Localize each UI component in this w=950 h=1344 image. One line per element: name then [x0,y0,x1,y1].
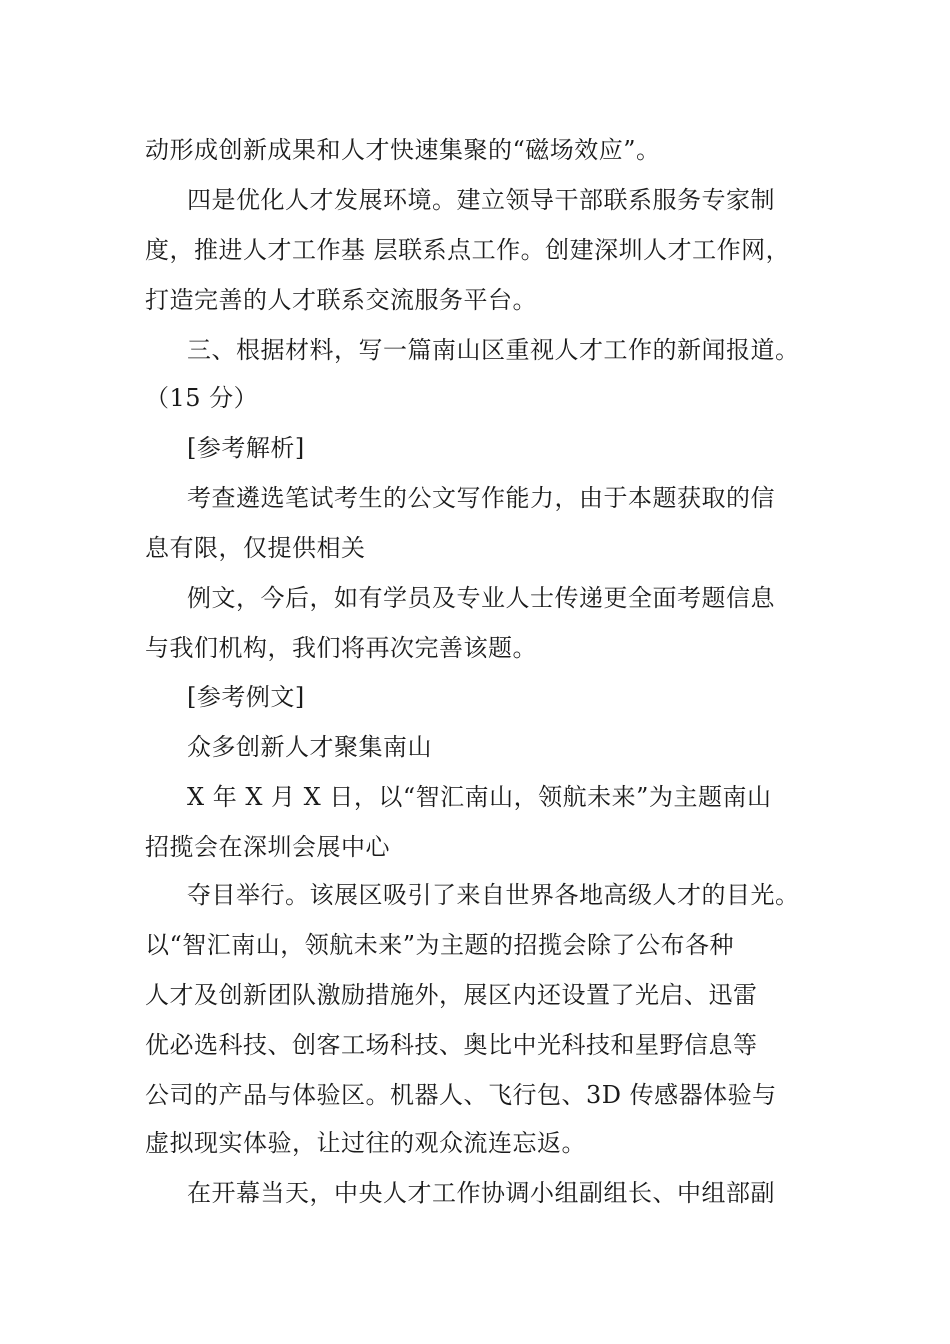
text-line-11: 与我们机构，我们将再次完善该题。 [145,634,537,662]
text-line-7: [参考解析] [187,434,305,462]
text-line-13: 众多创新人才聚集南山 [187,733,432,761]
text-line-8: 考查遴选笔试考生的公文写作能力，由于本题获取的信 [187,484,775,512]
text-line-3: 度，推进人才工作基 层联系点工作。创建深圳人才工作网， [145,236,791,264]
text-line-17: 以“智汇南山，领航未来”为主题的招揽会除了公布各种 [145,931,735,959]
text-line-10: 例文，今后，如有学员及专业人士传递更全面考题信息 [187,584,775,612]
text-line-12: [参考例文] [187,683,305,711]
text-line-16: 夺目举行。该展区吸引了来自世界各地高级人才的目光。 [187,881,800,909]
text-line-6: （15 分） [145,384,259,412]
text-line-2: 四是优化人才发展环境。建立领导干部联系服务专家制 [187,186,775,214]
text-line-21: 虚拟现实体验，让过往的观众流连忘返。 [145,1129,586,1157]
text-line-20: 公司的产品与体验区。机器人、飞行包、3D 传感器体验与 [145,1081,777,1109]
text-line-9: 息有限，仅提供相关 [145,534,366,562]
text-line-18: 人才及创新团队激励措施外，展区内还设置了光启、迅雷 [145,981,758,1009]
text-line-22: 在开幕当天，中央人才工作协调小组副组长、中组部副 [187,1179,775,1207]
text-line-1: 动形成创新成果和人才快速集聚的“磁场效应”。 [145,136,661,164]
text-line-4: 打造完善的人才联系交流服务平台。 [145,286,537,314]
text-line-14: X 年 X 月 X 日，以“智汇南山，领航未来”为主题南山 [187,783,772,811]
text-line-5: 三、根据材料，写一篇南山区重视人才工作的新闻报道。 [187,336,800,364]
text-line-15: 招揽会在深圳会展中心 [145,833,390,861]
text-line-19: 优必选科技、创客工场科技、奥比中光科技和星野信息等 [145,1031,758,1059]
